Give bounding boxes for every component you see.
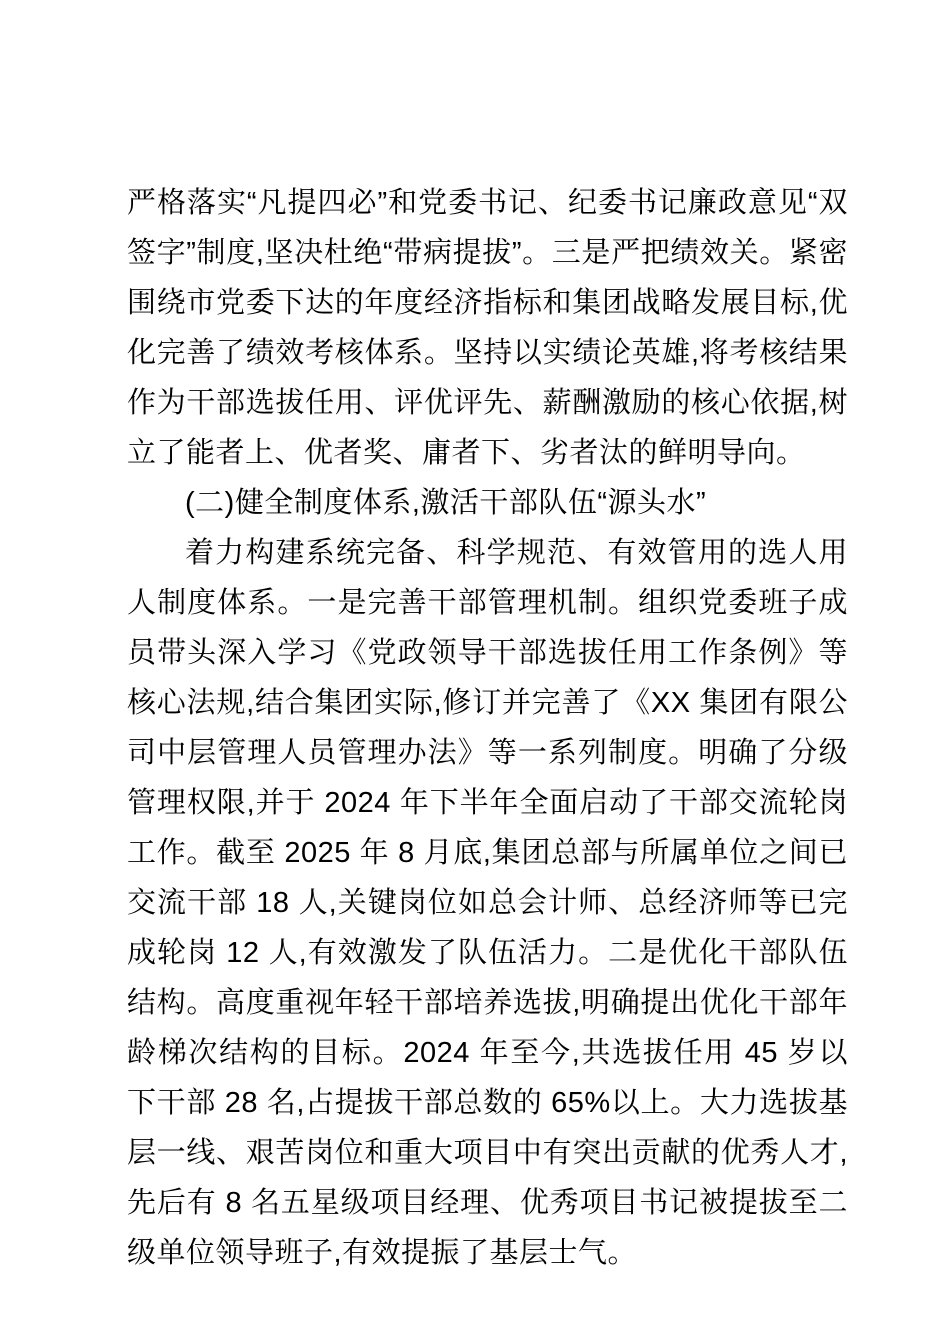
paragraph-system-building: 着力构建系统完备、科学规范、有效管用的选人用人制度体系。一是完善干部管理机制。组织党委班子成员带头深入学习《党政领导干部选拔任用工作条例》等核心法规,结合集团实际,修订并完善了《XX 集团有限公司中层管理人员管理办法》等一系列制度。明确了分级管理权限,并于 2024 年下半年全面启动了干部交流轮岗工作。截至 2025 年 8 月底,集团总部与所属单位之间已交流干部 18 人,关键岗位如总会计师、总经济师等已完成轮岗 12 人,有效激发了队伍活力。二是优化干部队伍结构。高度重视年轻干部培养选拔,明确提出优化干部年龄梯次结构的目标。2024 年至今,共选拔任用 45 岁以下干部 28 名,占提拔干部总数的 65%以上。大力选拔基层一线、艰苦岗位和重大项目中有突出贡献的优秀人才,先后有 8 名五星级项目经理、优秀项目书记被提拔至二级单位领导班子,有效提振了基层士气。 [127,537,848,1269]
paragraph-performance-gate: 严格落实“凡提四必”和党委书记、纪委书记廉政意见“双签字”制度,坚决杜绝“带病提拔”。三是严把绩效关。紧密围绕市党委下达的年度经济指标和集团战略发展目标,优化完善了绩效考核体系。坚持以实绩论英雄,将考核结果作为干部选拔任用、评优评先、薪酬激励的核心依据,树立了能者上、优者奖、庸者下、劣者汰的鲜明导向。 [127,187,848,469]
section-heading-two: (二)健全制度体系,激活干部队伍“源头水” [185,487,707,519]
document-page [127,178,848,1278]
